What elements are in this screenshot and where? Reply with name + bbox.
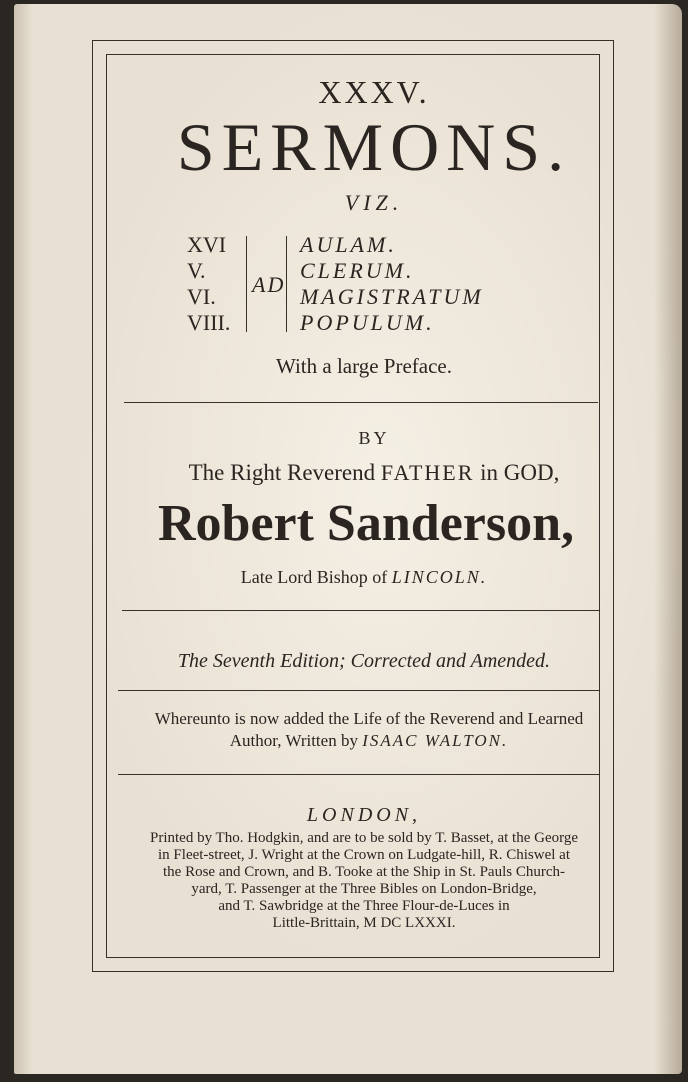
bishop-prefix: Late Lord Bishop of (240, 567, 388, 587)
title-page (14, 4, 682, 1074)
target-item: POPULUM. (300, 310, 435, 335)
right-brace (286, 236, 295, 332)
count-item: VIII. (187, 310, 231, 335)
audience-counts (187, 232, 230, 336)
imprint-line: yard, T. Passenger at the Three Bibles on London-Bridge, (191, 881, 537, 897)
ad-label: AD (252, 272, 286, 297)
imprint-city: LONDON, (306, 804, 422, 826)
author-title-prefix: The Right Reverend (188, 460, 376, 485)
imprint-block (114, 830, 614, 932)
bishop-see: LINCOLN. (391, 567, 488, 587)
author-name: Robert Sanderson, (157, 495, 575, 552)
target-item: MAGISTRATUM (300, 284, 484, 309)
author-prefix-line (134, 460, 614, 486)
whereunto-line-1: Whereunto is now added the Life of the Reverend and Learned (154, 709, 584, 728)
count-item: VI. (187, 284, 216, 309)
imprint-line: the Rose and Crown, and B. Tooke at the Ship in St. Pauls Church- (163, 864, 565, 880)
imprint-line: in Fleet-street, J. Wright at the Crown on Ludgate-hill, R. Chiswel at (158, 847, 570, 863)
whereunto-line-2 (124, 730, 614, 752)
sermon-count: XXXV. (318, 74, 430, 110)
audience-targets (300, 232, 484, 336)
rule-1 (124, 402, 598, 403)
rule-2 (122, 610, 600, 611)
imprint-line: Printed by Tho. Hodgkin, and are to be sold by T. Basset, at the George (150, 830, 578, 846)
rule-3 (118, 690, 600, 691)
walton-name: ISAAC WALTON. (362, 731, 509, 750)
main-title: SERMONS. (176, 109, 572, 185)
father-word: FATHER (380, 460, 475, 485)
bishop-line (164, 567, 564, 588)
left-brace (240, 236, 247, 332)
count-item: XVI (187, 232, 227, 257)
target-item: AULAM. (300, 232, 397, 257)
whereunto-prefix: Author, Written by (229, 731, 358, 750)
whereunto-note (124, 708, 614, 752)
in-god-word: in GOD, (480, 460, 560, 485)
preface-line: With a large Preface. (275, 354, 452, 378)
rule-4 (118, 774, 600, 775)
count-item: V. (187, 258, 206, 283)
viz-label: VIZ. (344, 190, 404, 215)
imprint-line: and T. Sawbridge at the Three Flour-de-Luces in (218, 898, 510, 914)
imprint-line: Little-Brittain, M DC LXXXI. (272, 915, 456, 931)
edition-line: The Seventh Edition; Corrected and Amended. (177, 650, 551, 672)
by-label: BY (358, 428, 390, 448)
target-item: CLERUM. (300, 258, 415, 283)
